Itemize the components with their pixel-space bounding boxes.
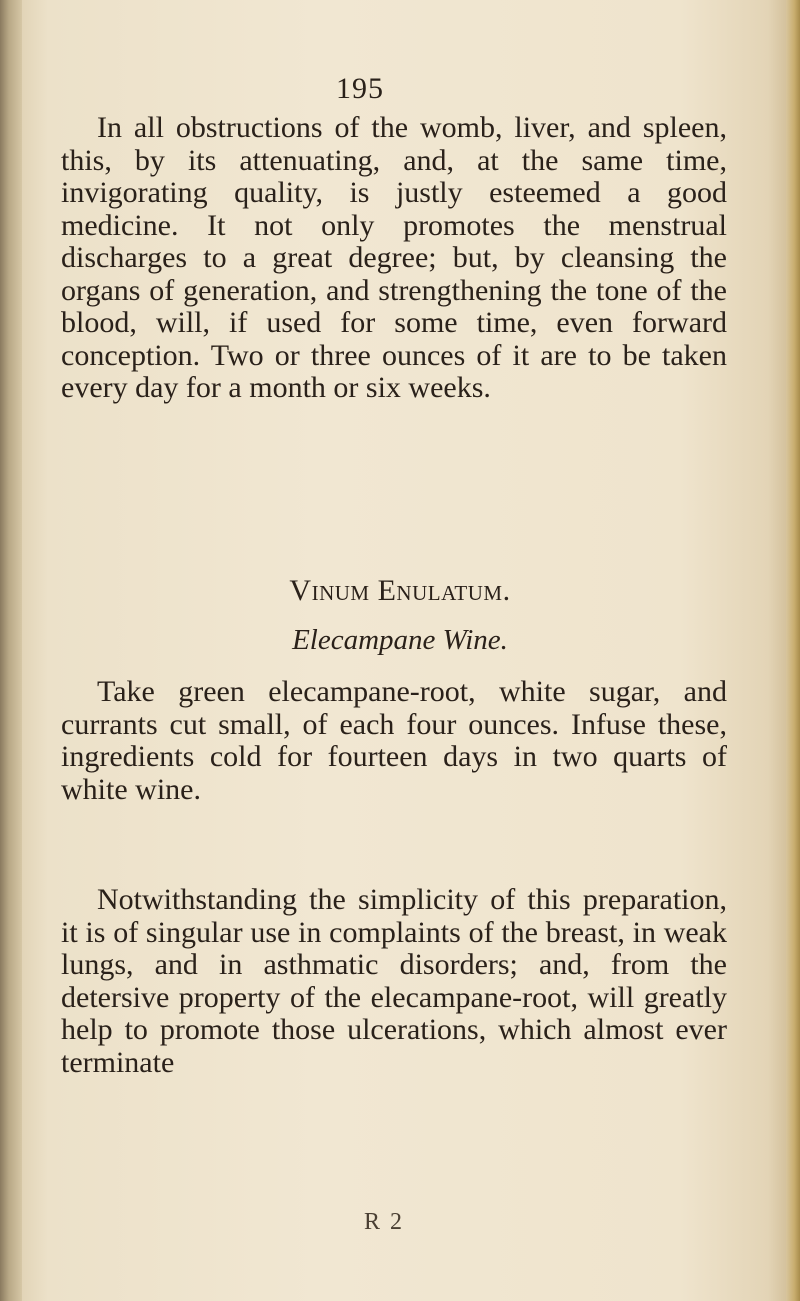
page-number: 195 (336, 72, 384, 105)
paragraph-uses: Notwithstanding the simplicity of this preparation, it is of singular use in complaints of the breast, in weak lungs, and in asthmatic disorders; and, from the detersive property of the elecampane-root, will greatly help to promote those ulcerations, which almost ever terminate (61, 883, 727, 1079)
paragraph-obstructions: In all obstructions of the womb, liver, and spleen, this, by its attenuating, and, at the same time, invigorating quality, is justly esteemed a good medicine. It not only promotes the menstrual discharges to a great degree; but, by cleansing the organs of generation, and strengthening the tone of the blood, will, if used for some time, even forward conception. Two or three ounces of it are to be taken every day for a month or six weeks. (61, 111, 727, 404)
recipe-title-latin: Vinum Enulatum. (289, 574, 511, 607)
signature-mark: R 2 (364, 1209, 405, 1235)
paragraph-recipe-directions: Take green elecampane-root, white sugar, and currants cut small, of each four ounces. Infuse these, ingredients cold for fourteen days in two quarts of white wine. (61, 675, 727, 806)
recipe-title-english: Elecampane Wine. (292, 624, 508, 656)
